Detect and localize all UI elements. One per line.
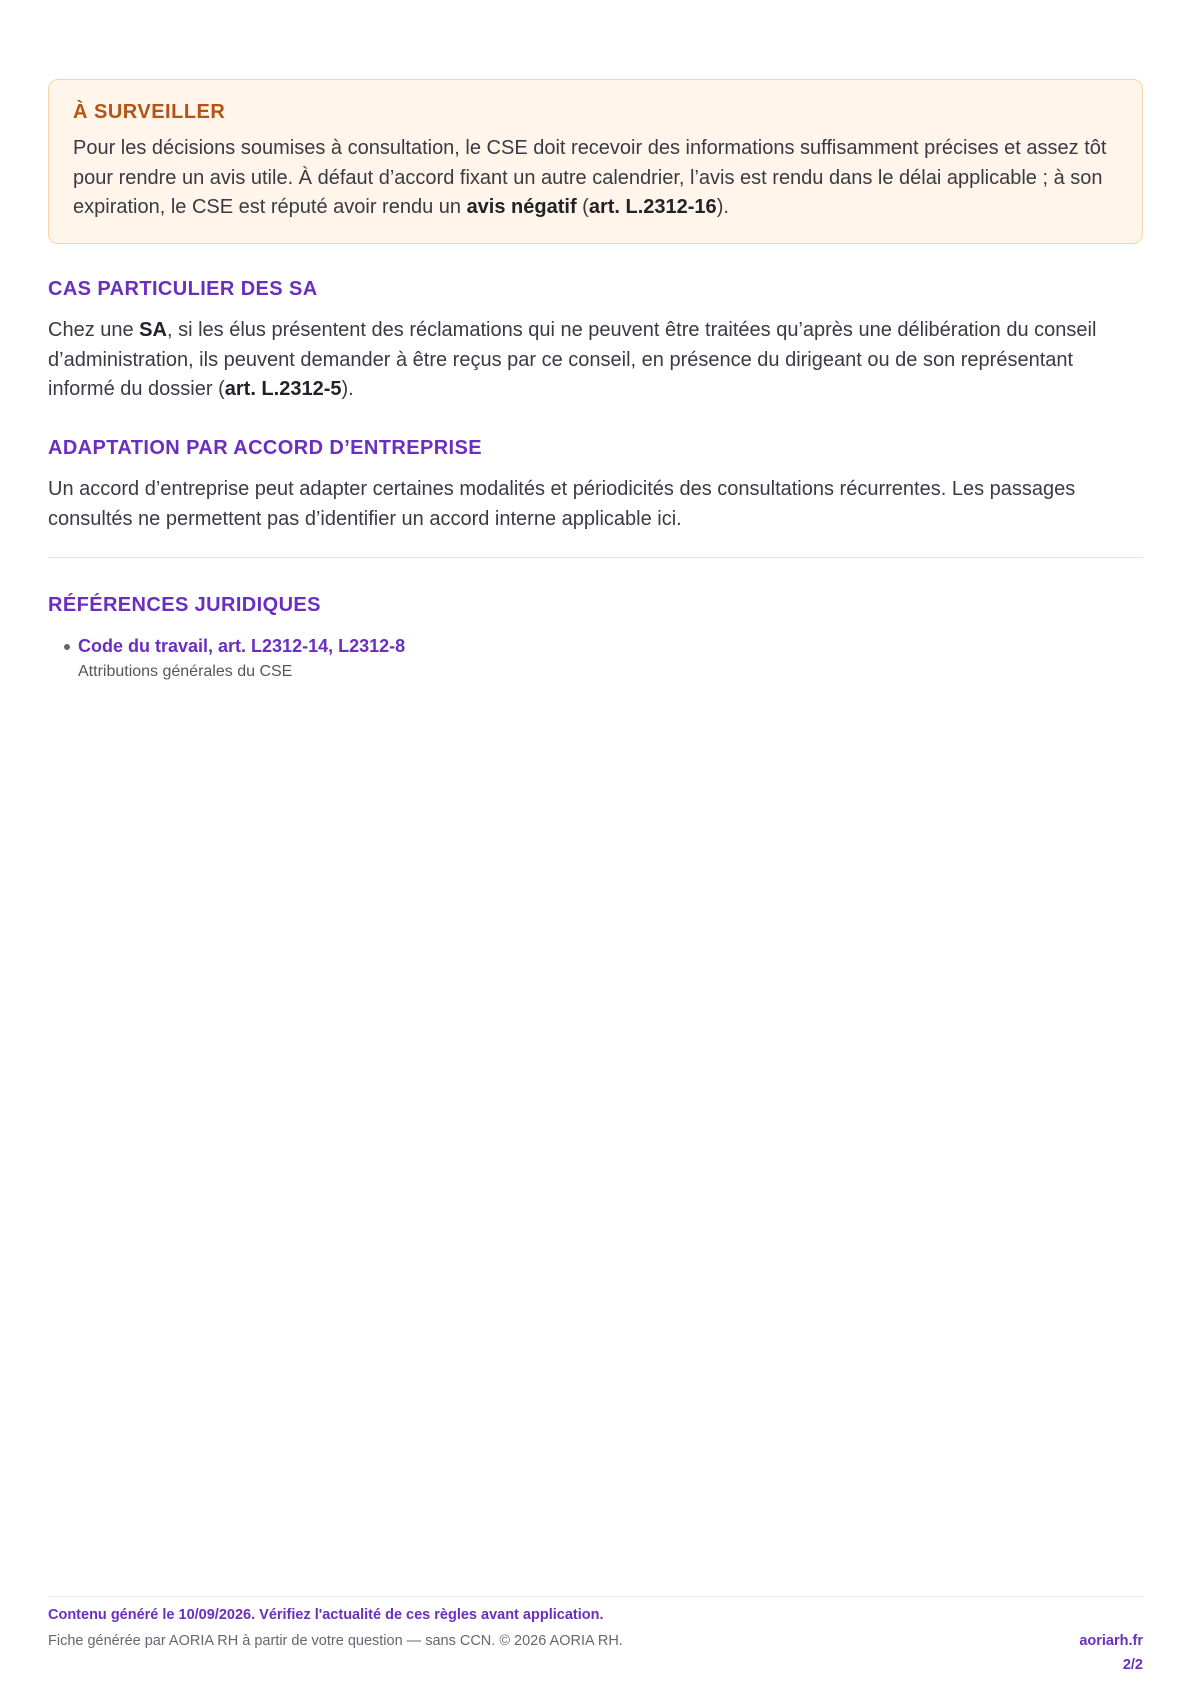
reference-description: Attributions générales du CSE (78, 663, 293, 680)
section-title-accord: ADAPTATION PAR ACCORD D’ENTREPRISE (48, 437, 482, 459)
section-divider (48, 557, 1143, 558)
warning-text-part: ). (716, 196, 729, 218)
sa-text-part: ). (341, 378, 354, 400)
footer-meta: Fiche générée par AORIA RH à partir de votre question — sans CCN. © 2026 AORIA RH. (48, 1633, 623, 1649)
page (48, 0, 1143, 1684)
warning-title: À SURVEILLER (73, 101, 226, 123)
warning-text (73, 134, 1118, 223)
section-text-sa (48, 316, 1143, 405)
warning-article-ref: art. L.2312-16 (588, 196, 717, 218)
footer-site-link[interactable]: aoriarh.fr (1079, 1633, 1143, 1649)
sa-text-part: Chez une (48, 319, 140, 341)
reference-item (48, 634, 405, 683)
section-title-sa: CAS PARTICULIER DES SA (48, 278, 318, 300)
references-list (48, 634, 405, 683)
warning-text-part: Pour les décisions soumises à consultation, le CSE doit recevoir des informations suffisamment précises et assez tôt pour rendre un avis utile. À défaut d’accord fixant un autre calendrier, l’avis est rendu dans le délai applicable ; à son expiration, le CSE est réputé avoir rendu un (73, 137, 1107, 218)
sa-text-part: , si les élus présentent des réclamations qui ne peuvent être traitées qu’après une délibération du conseil d’administration, ils peuvent demander à être reçus par ce conseil, en présence du dirigeant ou de son représentant informé du dossier ( (48, 319, 1097, 400)
footer-disclaimer: Contenu généré le 10/09/2026. Vérifiez l'actualité de ces règles avant application. (48, 1607, 604, 1623)
sa-article-ref: art. L.2312-5 (224, 378, 342, 400)
warning-text-part: ( (576, 196, 589, 218)
sa-emphasis: SA (139, 319, 167, 341)
section-text-accord: Un accord d’entreprise peut adapter certaines modalités et périodicités des consultations récurrentes. Les passages consultés ne permettent pas d’identifier un accord interne applicable ici. (48, 478, 1076, 530)
references-title: RÉFÉRENCES JURIDIQUES (48, 594, 321, 616)
warning-emphasis: avis négatif (466, 196, 577, 218)
page-number: 2/2 (1122, 1657, 1143, 1673)
warning-callout (48, 79, 1143, 244)
bullet-icon (64, 644, 70, 650)
reference-link[interactable]: Code du travail, art. L2312-14, L2312-8 (78, 636, 406, 656)
footer-divider (48, 1596, 1143, 1597)
